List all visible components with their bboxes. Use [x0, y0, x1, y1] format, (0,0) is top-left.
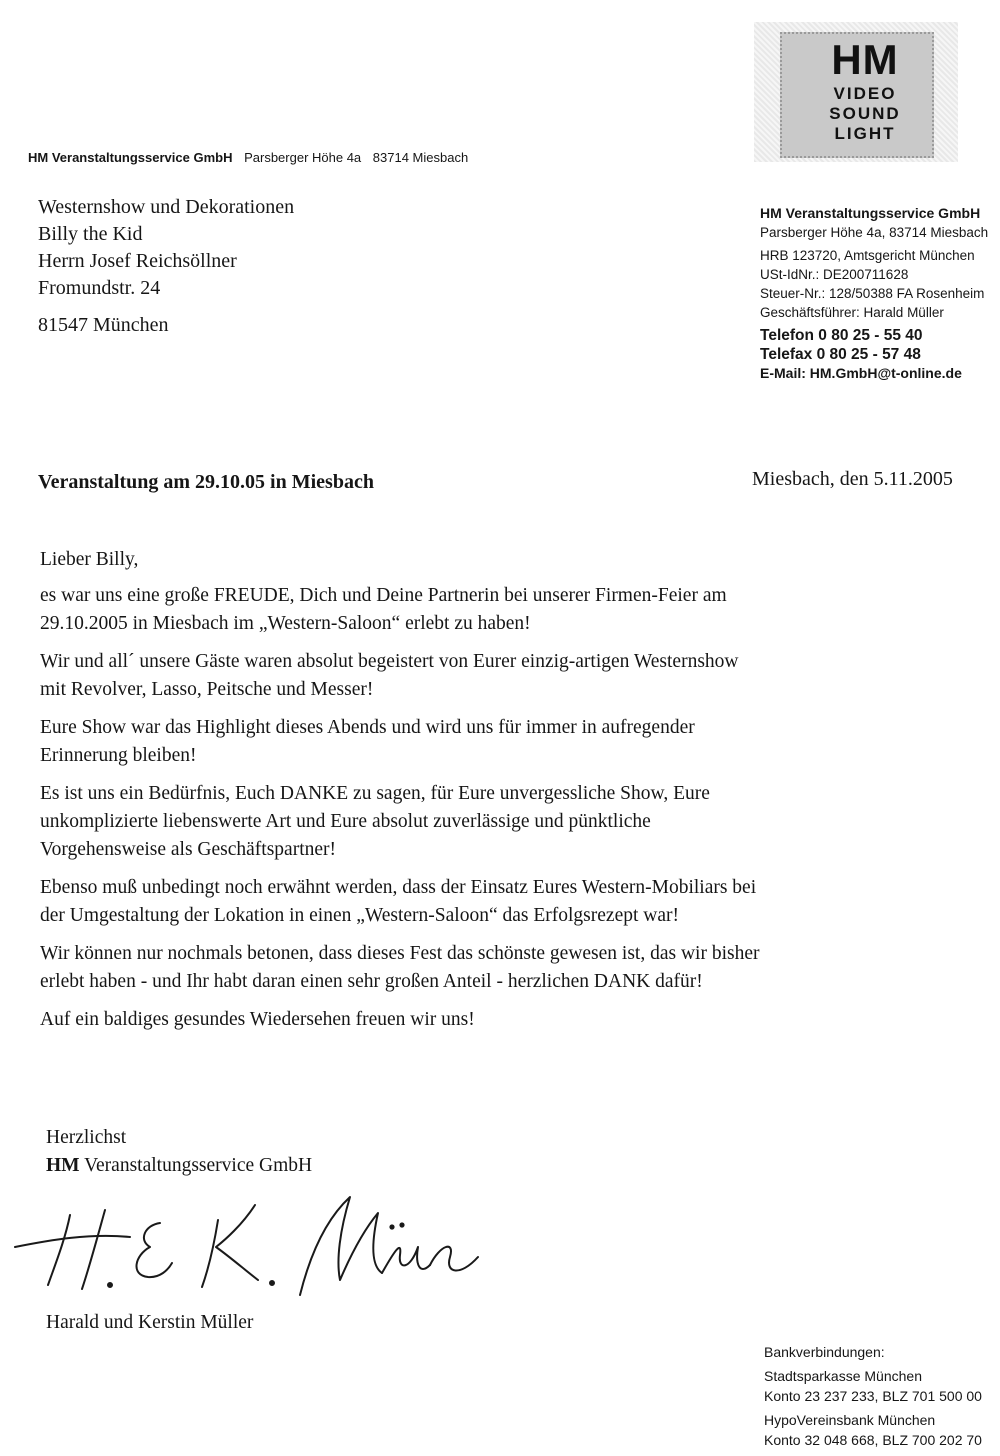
closing-company	[46, 1152, 312, 1180]
sender-city: 83714 Miesbach	[372, 150, 469, 165]
paragraph-7: Auf ein baldiges gesundes Wiedersehen freuen wir uns!	[40, 1009, 475, 1030]
logo-video-text: VIDEO	[833, 84, 897, 103]
company-steuer: Steuer-Nr.: 128/50388 FA Rosenheim	[760, 286, 985, 301]
company-email: E-Mail: HM.GmbH@t-online.de	[760, 365, 962, 381]
company-address: Parsberger Höhe 4a, 83714 Miesbach	[760, 225, 989, 240]
company-hrb: HRB 123720, Amtsgericht München	[760, 248, 975, 263]
closing	[46, 1124, 312, 1180]
handwritten-signature	[10, 1185, 480, 1310]
recipient-line-2: Billy the Kid	[38, 223, 143, 245]
closing-company-rest: Veranstaltungsservice GmbH	[79, 1155, 313, 1176]
sender-street: Parsberger Höhe 4a	[244, 150, 362, 165]
company-telefon: Telefon 0 80 25 - 55 40	[760, 327, 923, 344]
paragraph-2: Wir und all´ unsere Gäste waren absolut begeistert von Eurer einzig-artigen Westernshow mit Revolver, Lasso, Peitsche und Messer!	[40, 651, 739, 700]
letter-subject: Veranstaltung am 29.10.05 in Miesbach	[38, 471, 374, 493]
bank-title: Bankverbindungen:	[764, 1344, 885, 1360]
letter-body	[40, 546, 760, 1044]
logo-light-text: LIGHT	[834, 124, 896, 143]
company-ust: USt-IdNr.: DE200711628	[760, 267, 909, 282]
bank-2-name: HypoVereinsbank München	[764, 1412, 936, 1428]
recipient-line-4: Fromundstr. 24	[38, 277, 161, 299]
paragraph-3: Eure Show war das Highlight dieses Abends und wird uns für immer in aufregender Erinnerung bleiben!	[40, 717, 695, 766]
paragraph-6: Wir können nur nochmals betonen, dass dieses Fest das schönste gewesen ist, das wir bisher erlebt haben - und Ihr habt daran einen sehr großen Anteil - herzlichen DANK dafür!	[40, 943, 760, 992]
logo-sound-text: SOUND	[829, 104, 901, 123]
paragraph-1: es war uns eine große FREUDE, Dich und Deine Partnerin bei unserer Firmen-Feier am 29.10.2005 in Miesbach im „Western-Saloon“ erlebt zu haben!	[40, 585, 727, 634]
company-telefax: Telefax 0 80 25 - 57 48	[760, 346, 921, 363]
paragraph-5: Ebenso muß unbedingt noch erwähnt werden, dass der Einsatz Eures Western-Mobiliars bei der Umgestaltung der Lokation in einen „Western-Saloon“ das Erfolgsrezept war!	[40, 877, 757, 926]
paragraph-4: Es ist uns ein Bedürfnis, Euch DANKE zu sagen, für Eure unvergessliche Show, Eure unkomplizierte liebenswerte Art und Eure absolut zuverlässige und pünktliche Vorgehensweise als Geschäftspartner!	[40, 783, 710, 860]
recipient-city: 81547 München	[38, 314, 169, 336]
recipient-line-3: Herrn Josef Reichsöllner	[38, 250, 237, 272]
closing-regards: Herzlichst	[46, 1127, 127, 1148]
company-logo	[754, 22, 958, 162]
bank-info	[764, 1342, 996, 1450]
letter-date: Miesbach, den 5.11.2005	[752, 468, 953, 490]
signer-name: Harald und Kerstin Müller	[46, 1312, 254, 1333]
bank-1-account: Konto 23 237 233, BLZ 701 500 00	[764, 1388, 982, 1404]
recipient-address	[38, 194, 294, 339]
bank-2-account: Konto 32 048 668, BLZ 700 202 70	[764, 1432, 982, 1448]
company-name: HM Veranstaltungsservice GmbH	[760, 205, 981, 221]
sender-company: HM Veranstaltungsservice GmbH	[28, 150, 233, 165]
bank-1-name: Stadtsparkasse München	[764, 1368, 922, 1384]
recipient-line-1: Westernshow und Dekorationen	[38, 196, 295, 218]
logo-hm-text: HM	[831, 36, 899, 83]
sender-line	[28, 150, 476, 165]
company-info	[760, 204, 996, 383]
logo-box	[780, 32, 934, 158]
closing-company-bold: HM	[46, 1155, 80, 1176]
company-gf: Geschäftsführer: Harald Müller	[760, 305, 944, 320]
greeting: Lieber Billy,	[40, 549, 139, 570]
